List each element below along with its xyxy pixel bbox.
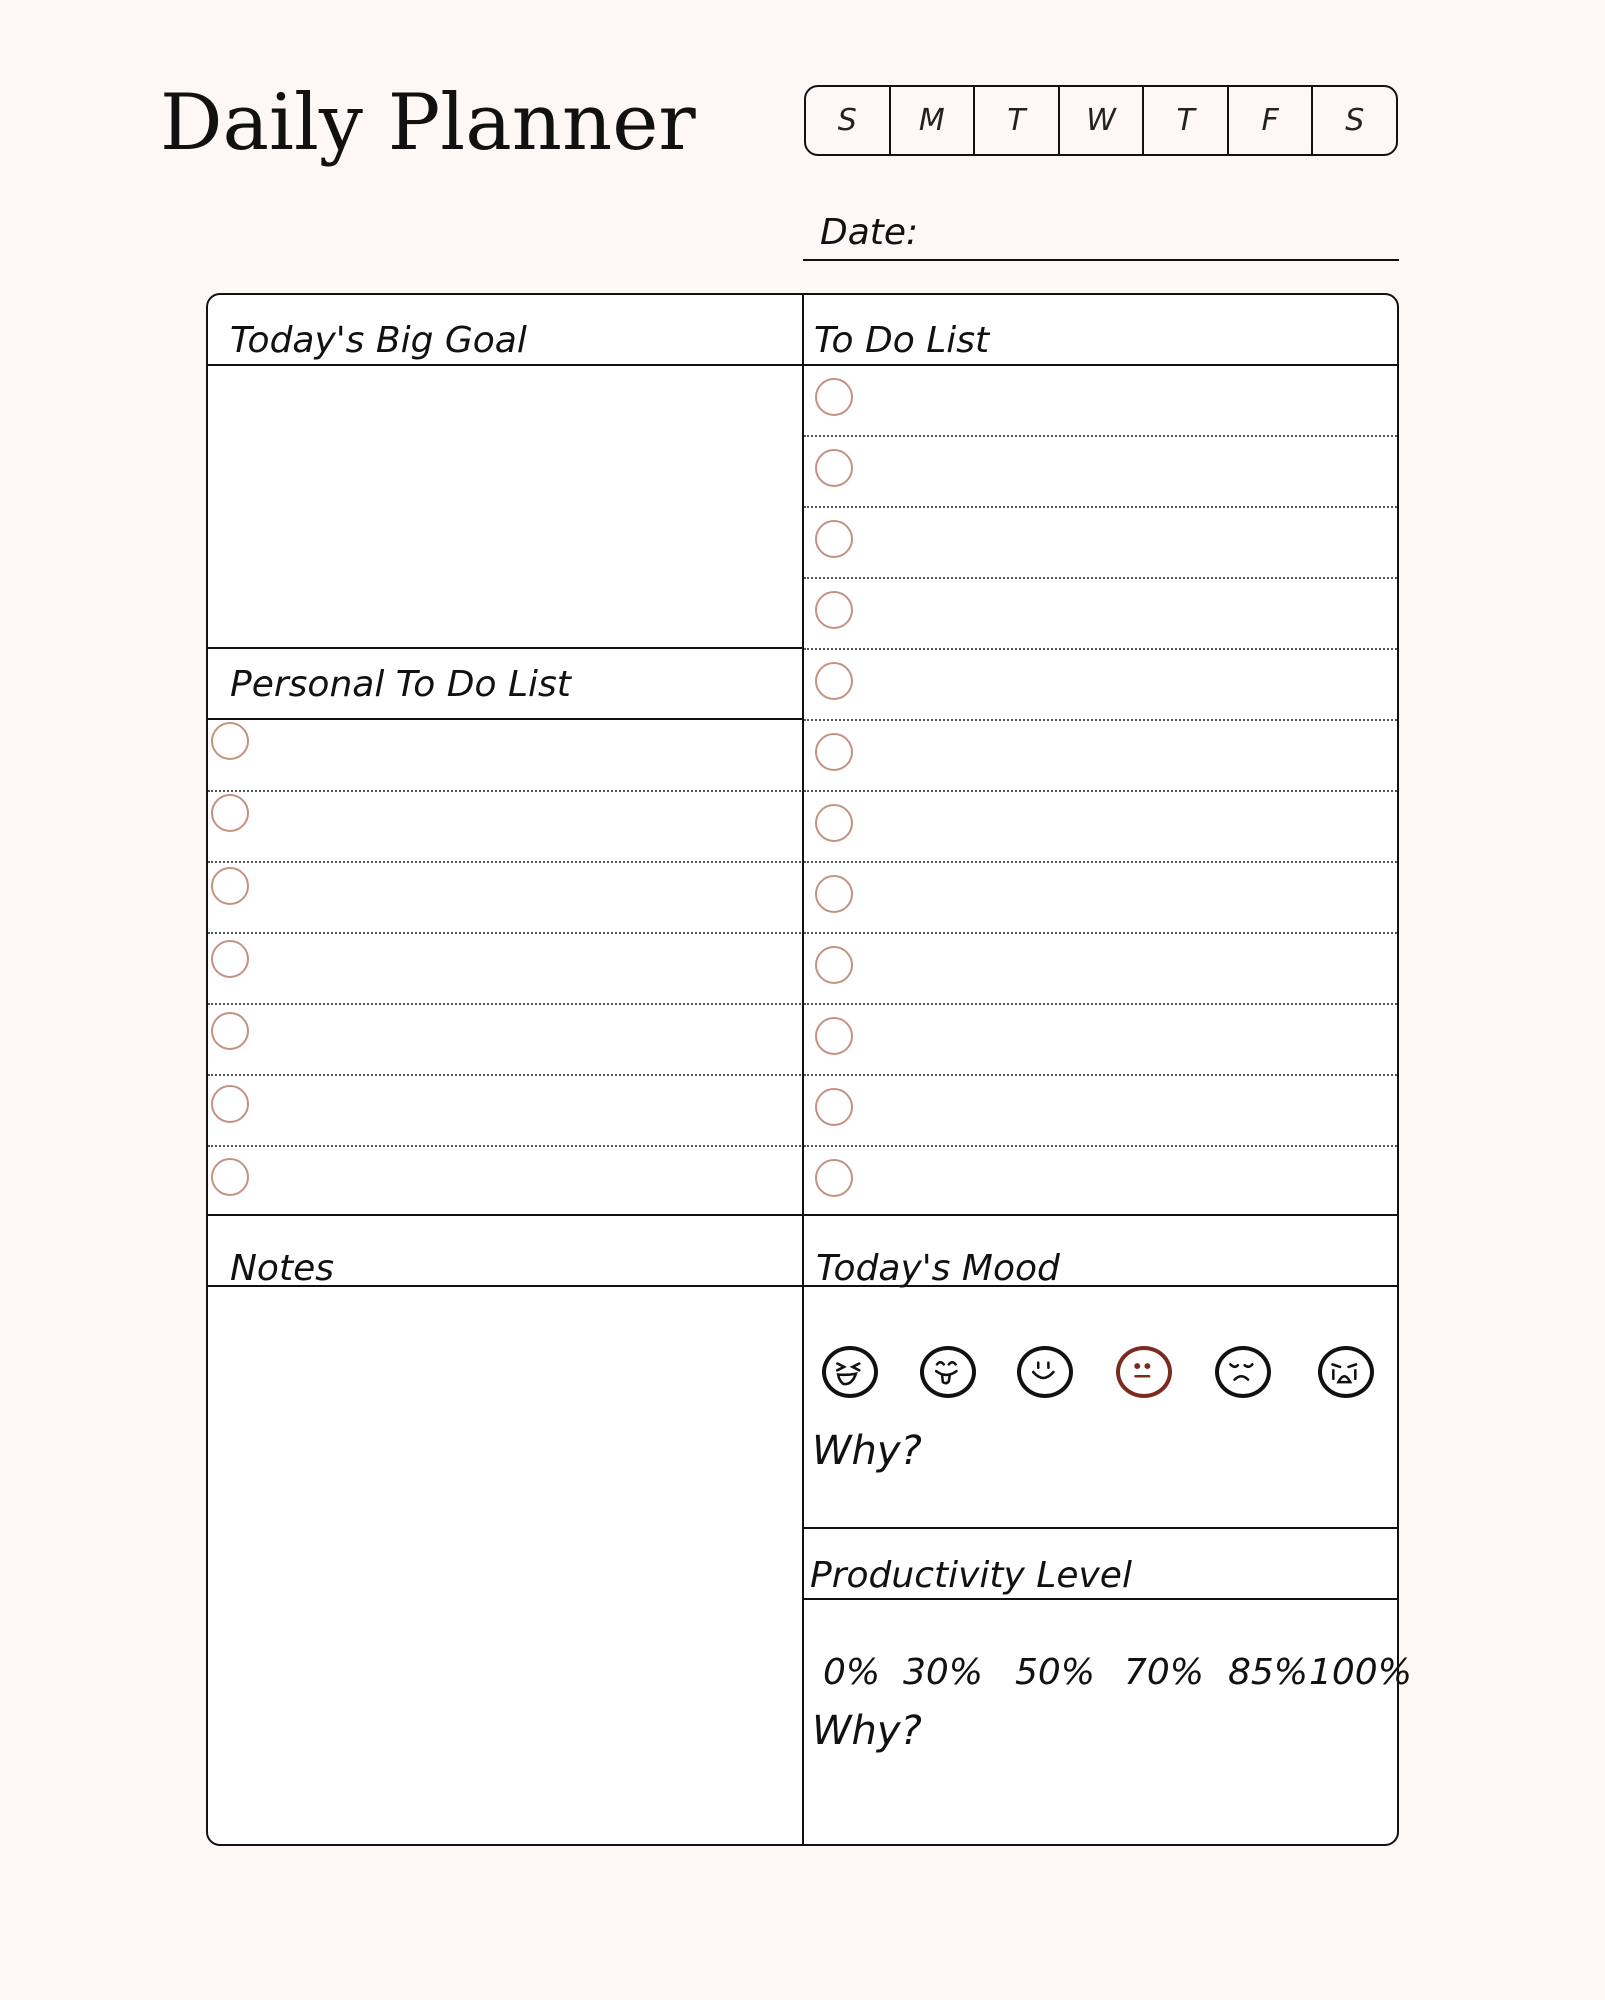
sad-face-icon[interactable]	[1215, 1346, 1271, 1398]
personal-todo-checkbox[interactable]	[211, 722, 249, 760]
productivity-why-label: Why?	[812, 1708, 922, 1754]
weekday-wednesday[interactable]: W	[1060, 87, 1145, 154]
todo-checkbox[interactable]	[815, 804, 853, 842]
todo-row-line	[804, 648, 1397, 650]
neutral-face-icon[interactable]	[1116, 1346, 1172, 1398]
personal-todo-checkbox[interactable]	[211, 867, 249, 905]
date-label: Date:	[820, 212, 919, 253]
personal-todo-row-line	[208, 932, 801, 934]
big-goal-heading: Today's Big Goal	[230, 320, 527, 361]
todo-checkbox[interactable]	[815, 378, 853, 416]
weekday-selector	[804, 85, 1398, 156]
mood-why-label: Why?	[812, 1428, 922, 1474]
todo-checkbox[interactable]	[815, 1159, 853, 1197]
personal-todo-row-line	[208, 861, 801, 863]
todo-checkbox[interactable]	[815, 1088, 853, 1126]
smiling-face-icon[interactable]	[1017, 1346, 1073, 1398]
todo-checkbox[interactable]	[815, 449, 853, 487]
weekday-monday[interactable]: M	[891, 87, 976, 154]
todo-checkbox[interactable]	[815, 946, 853, 984]
todo-checkbox[interactable]	[815, 520, 853, 558]
todo-row-line	[804, 719, 1397, 721]
productivity-level-option[interactable]: 30%	[903, 1652, 984, 1693]
personal-todo-checkbox[interactable]	[211, 1012, 249, 1050]
notes-area[interactable]	[208, 1287, 802, 1842]
todo-row-line	[804, 577, 1397, 579]
laughing-face-icon[interactable]	[822, 1346, 878, 1398]
personal-todo-header-line	[206, 718, 803, 720]
notes-heading: Notes	[230, 1248, 334, 1289]
productivity-level-option[interactable]: 100%	[1309, 1652, 1412, 1693]
todo-row-line	[804, 435, 1397, 437]
big-goal-bottom-line	[206, 647, 803, 649]
mood-heading: Today's Mood	[816, 1248, 1060, 1289]
weekday-thursday[interactable]: T	[1144, 87, 1229, 154]
todo-checkbox[interactable]	[815, 875, 853, 913]
todo-checkbox[interactable]	[815, 733, 853, 771]
personal-todo-checkbox[interactable]	[211, 1158, 249, 1196]
todo-row-line	[804, 1074, 1397, 1076]
todo-heading: To Do List	[814, 320, 990, 361]
personal-todo-row-line	[208, 1074, 801, 1076]
todo-row-line	[804, 790, 1397, 792]
lower-section-top-line	[206, 1214, 1399, 1216]
date-field-line[interactable]	[803, 259, 1399, 261]
productivity-header-line	[802, 1598, 1399, 1600]
tongue-out-face-icon[interactable]	[920, 1346, 976, 1398]
weekday-sunday[interactable]: S	[806, 87, 891, 154]
weekday-friday[interactable]: F	[1229, 87, 1314, 154]
todo-row-line	[804, 861, 1397, 863]
todo-row-line	[804, 1145, 1397, 1147]
personal-todo-row-line	[208, 790, 801, 792]
weekday-saturday[interactable]: S	[1345, 103, 1365, 138]
weekday-tuesday[interactable]: T	[975, 87, 1060, 154]
personal-todo-checkbox[interactable]	[211, 940, 249, 978]
page-title: Daily Planner	[160, 78, 696, 168]
productivity-level-option[interactable]: 70%	[1124, 1652, 1205, 1693]
todo-row-line	[804, 1003, 1397, 1005]
todo-checkbox[interactable]	[815, 662, 853, 700]
todo-row-line	[804, 506, 1397, 508]
productivity-level-option[interactable]: 0%	[823, 1652, 881, 1693]
todo-checkbox[interactable]	[815, 591, 853, 629]
todo-checkbox[interactable]	[815, 1017, 853, 1055]
personal-todo-checkbox[interactable]	[211, 1085, 249, 1123]
personal-todo-heading: Personal To Do List	[230, 664, 571, 705]
personal-todo-checkbox[interactable]	[211, 794, 249, 832]
todo-row-line	[804, 932, 1397, 934]
productivity-level-option[interactable]: 50%	[1015, 1652, 1096, 1693]
productivity-top-line	[802, 1527, 1399, 1529]
column-divider	[802, 293, 804, 1846]
productivity-level-option[interactable]: 85%	[1228, 1652, 1309, 1693]
productivity-heading: Productivity Level	[810, 1555, 1132, 1596]
personal-todo-row-line	[208, 1003, 801, 1005]
personal-todo-row-line	[208, 1145, 801, 1147]
crying-face-icon[interactable]	[1318, 1346, 1374, 1398]
big-goal-area[interactable]	[208, 366, 802, 646]
